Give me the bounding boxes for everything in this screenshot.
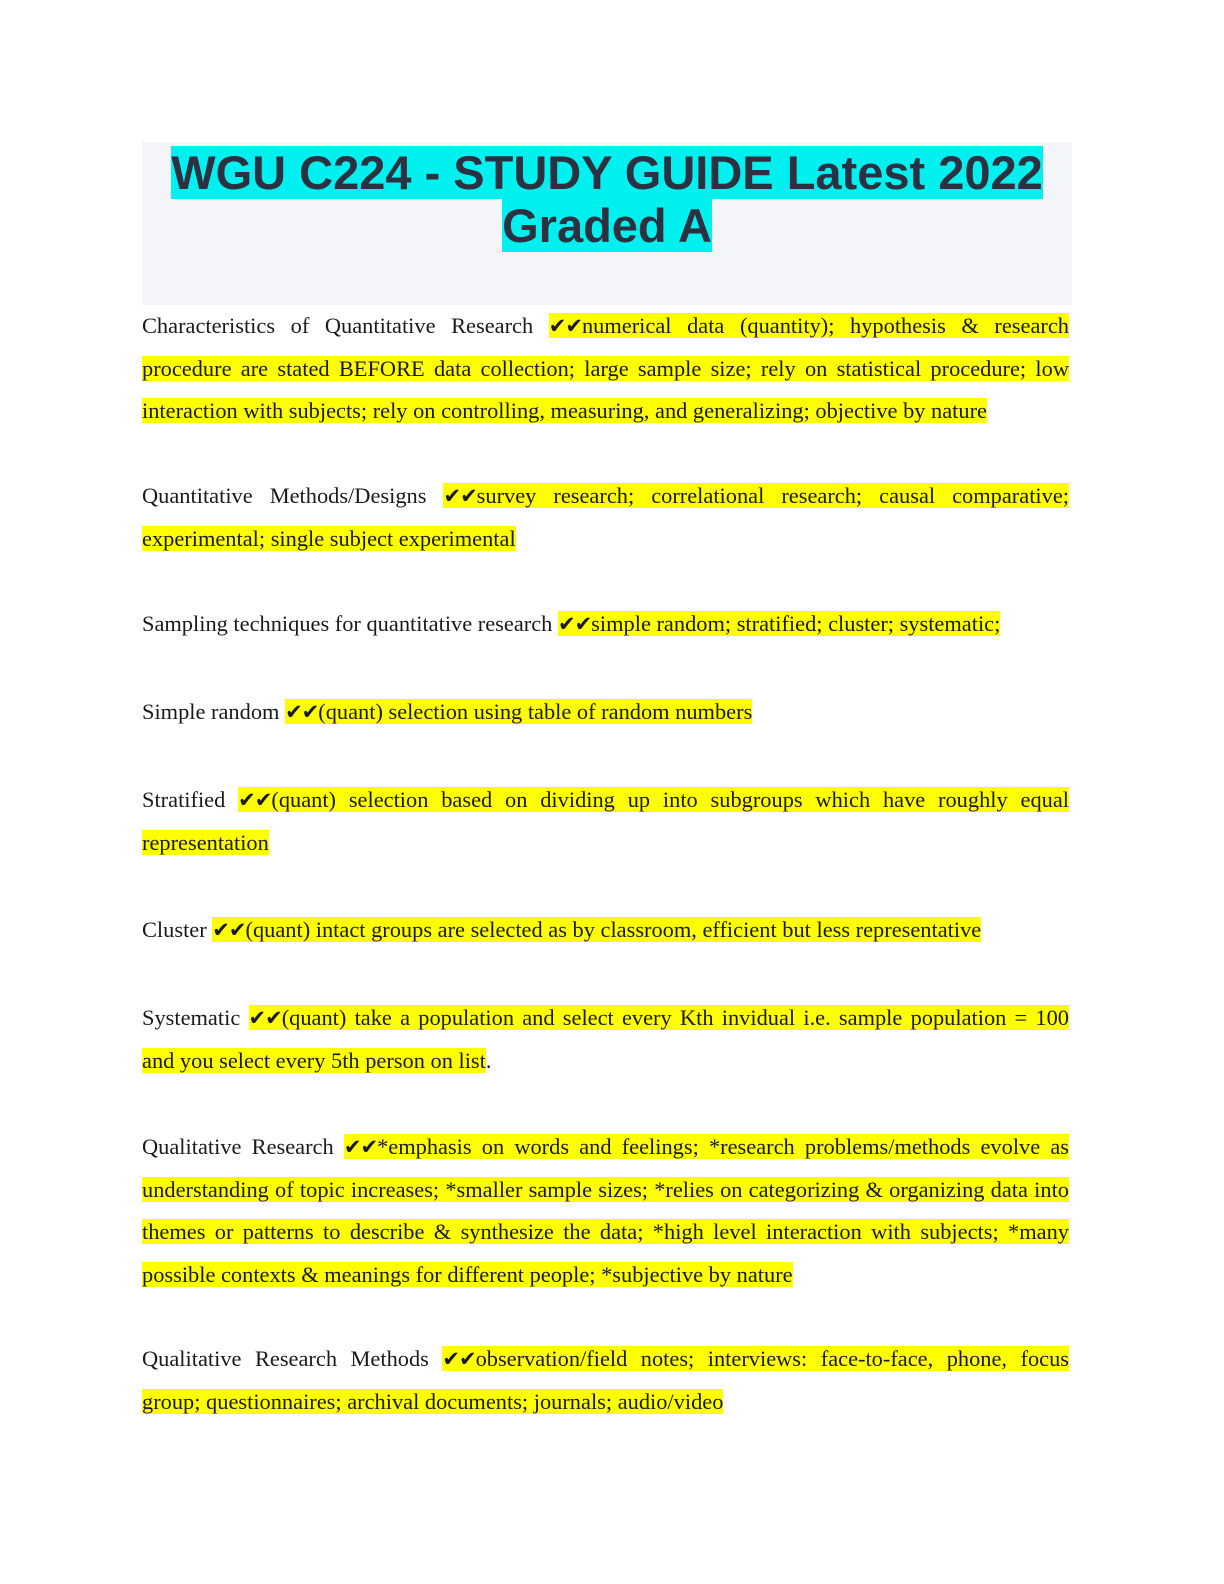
entry-stratified xyxy=(142,779,1069,864)
entry-quantitative-methods xyxy=(142,475,1069,560)
double-check-icon: ✔✔ xyxy=(548,314,582,338)
entry-definition: *emphasis on words and feelings; *research problems/methods evolve as understanding of topic increases; *smaller sample sizes; *relies on categorizing & organizing data into themes or patterns to describe & synthesize the data; *high level interaction with subjects; *many possible contexts & meanings for different people; *subjective by nature xyxy=(142,1134,1069,1287)
entry-cluster xyxy=(142,909,1069,952)
double-check-icon: ✔✔ xyxy=(442,1347,476,1371)
entry-term: Stratified xyxy=(142,787,226,812)
entry-term: Qualitative Research xyxy=(142,1134,334,1159)
title-line-2: Graded A xyxy=(502,199,712,252)
double-check-icon: ✔✔ xyxy=(238,788,272,812)
double-check-icon: ✔✔ xyxy=(248,1006,282,1030)
entry-term: Characteristics of Quantitative Research xyxy=(142,313,534,338)
entry-definition: observation/field notes; interviews: face-to-face, phone, focus group; questionnaires; archival documents; journals; audio/video xyxy=(142,1346,1069,1414)
entry-term: Qualitative Research Methods xyxy=(142,1346,429,1371)
title-banner xyxy=(142,142,1072,305)
entry-term: Simple random xyxy=(142,699,280,724)
entry-definition: simple random; stratified; cluster; systematic; xyxy=(591,611,1001,636)
entry-systematic xyxy=(142,997,1069,1082)
entry-term: Cluster xyxy=(142,917,207,942)
page-title xyxy=(142,142,1072,252)
entry-definition: survey research; correlational research; causal comparative; experimental; single subject experimental xyxy=(142,483,1069,551)
entry-definition: (quant) selection based on dividing up into subgroups which have roughly equal representation xyxy=(142,787,1069,855)
double-check-icon: ✔✔ xyxy=(212,918,246,942)
entry-sampling-techniques xyxy=(142,603,1069,646)
entry-definition: (quant) selection using table of random numbers xyxy=(318,699,753,724)
entry-term: Systematic xyxy=(142,1005,241,1030)
entry-definition: numerical data (quantity); hypothesis & research procedure are stated BEFORE data collection; large sample size; rely on statistical procedure; low interaction with subjects; rely on controlling, measuring, and generalizing; objective by nature xyxy=(142,313,1069,423)
entry-term: Sampling techniques for quantitative research xyxy=(142,611,553,636)
title-line-1: WGU C224 - STUDY GUIDE Latest 2022 xyxy=(171,146,1043,199)
entry-term: Quantitative Methods/Designs xyxy=(142,483,427,508)
entry-qualitative-research xyxy=(142,1126,1069,1296)
entry-trailing: . xyxy=(485,1047,492,1073)
double-check-icon: ✔✔ xyxy=(557,612,592,636)
double-check-icon: ✔✔ xyxy=(443,484,477,508)
double-check-icon: ✔✔ xyxy=(343,1135,378,1159)
entry-definition: (quant) intact groups are selected as by classroom, efficient but less representative xyxy=(245,917,982,942)
entry-definition: (quant) take a population and select every Kth invidual i.e. sample population = 100 and you select every 5th person on list xyxy=(142,1005,1069,1073)
entry-quantitative-characteristics xyxy=(142,305,1069,433)
entry-qualitative-methods xyxy=(142,1338,1069,1423)
entry-simple-random xyxy=(142,691,1069,734)
double-check-icon: ✔✔ xyxy=(285,700,319,724)
